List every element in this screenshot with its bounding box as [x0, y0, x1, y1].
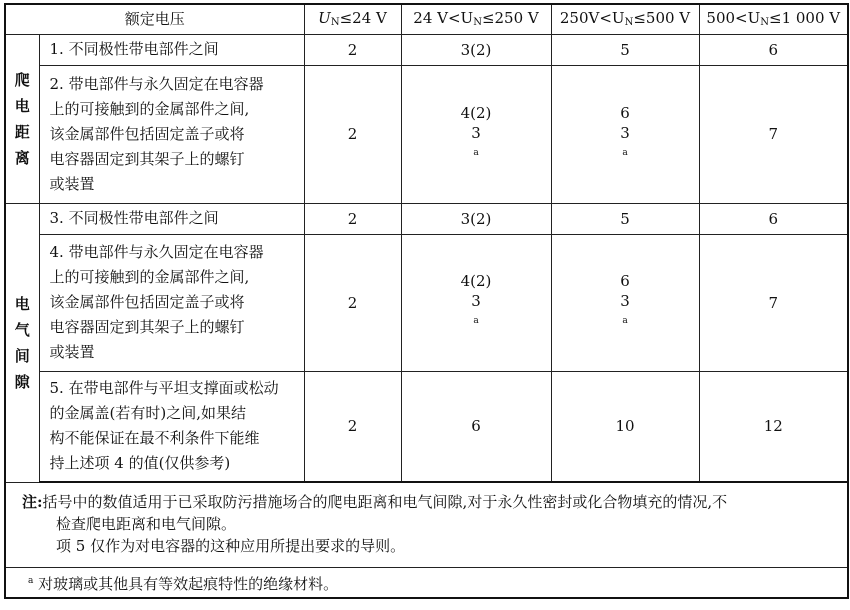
- value-text: 6: [768, 209, 779, 228]
- group-char: 电: [14, 294, 30, 313]
- value-text: 2: [347, 293, 358, 312]
- item-line: 或装置: [49, 174, 95, 193]
- cell-value: [699, 34, 848, 65]
- item-line: 5. 在带电部件与平坦支撑面或松动: [49, 379, 279, 398]
- cell-value: [304, 203, 401, 234]
- value-with-footnote: [402, 123, 551, 166]
- clearance-table: [4, 3, 849, 599]
- footnote-marker: a: [622, 316, 628, 326]
- spec-document: [4, 3, 847, 599]
- footnote-marker: a: [28, 576, 34, 586]
- value-text: 6: [471, 417, 481, 436]
- col4-suffix: ≤1 000 V: [769, 8, 841, 27]
- row-item-2: [39, 65, 304, 203]
- value-text: 3: [620, 123, 630, 142]
- item-line: 4. 带电部件与永久固定在电容器: [49, 243, 264, 261]
- item-line: 或装置: [49, 343, 95, 361]
- table-row: [5, 371, 848, 482]
- value-text: 3: [471, 292, 481, 310]
- table-row: [5, 203, 848, 234]
- group-char: 隙: [14, 372, 30, 391]
- voltage-col-1-header: [304, 4, 401, 34]
- item-line: 该金属部件包括固定盖子或将: [49, 293, 245, 311]
- value-text: 5: [620, 40, 630, 59]
- cell-value: [699, 65, 848, 203]
- col3-prefix: 250V<U: [559, 8, 625, 27]
- col4-sub: N: [760, 16, 769, 28]
- voltage-col-4-header: [699, 4, 848, 34]
- cell-value: [401, 203, 551, 234]
- col2-prefix: 24 V<U: [413, 8, 474, 27]
- col1-suffix: ≤24 V: [339, 8, 387, 27]
- value-text: 5: [620, 209, 630, 228]
- notes-row: [5, 482, 848, 568]
- header-row: [5, 4, 848, 34]
- item-line: 该金属部件包括固定盖子或将: [49, 124, 245, 143]
- cell-value: [551, 371, 699, 482]
- cell-value: [551, 203, 699, 234]
- value-text: 10: [615, 417, 635, 436]
- value-with-footnote: [552, 291, 699, 334]
- creepage-distance-group: [5, 34, 39, 203]
- footnote-cell: [5, 568, 848, 599]
- value-text: 2: [347, 125, 358, 143]
- item-line: 电容器固定到其架子上的螺钉: [49, 318, 245, 336]
- col1-sub: N: [330, 16, 340, 28]
- footnote-marker: a: [622, 147, 628, 158]
- cell-value: [699, 203, 848, 234]
- value-text: 6: [620, 103, 630, 122]
- note-line-2: 检查爬电距离和电气间隙。: [56, 515, 237, 533]
- footnote-marker: a: [473, 147, 479, 158]
- item-line: 构不能保证在最不利条件下能维: [49, 429, 260, 448]
- group-char: 离: [14, 148, 30, 167]
- value-text: 6: [620, 272, 630, 290]
- value-text: 2: [347, 40, 358, 59]
- value-text: 12: [763, 417, 783, 436]
- footnote-text: 对玻璃或其他具有等效起痕特性的绝缘材料。: [38, 575, 339, 593]
- cell-value: [699, 234, 848, 371]
- col2-suffix: ≤250 V: [481, 8, 539, 27]
- group-char: 电: [14, 96, 30, 115]
- cell-value: [551, 234, 699, 371]
- cell-value: [304, 234, 401, 371]
- table-row: [5, 65, 848, 203]
- note-line-1: [22, 491, 835, 513]
- value-text: 7: [768, 293, 779, 312]
- value-text: 4(2): [460, 103, 492, 122]
- group-char: 爬: [14, 70, 30, 89]
- notes-cell: [5, 482, 848, 568]
- value-text: 3(2): [460, 209, 492, 228]
- item-line: 的金属盖(若有时)之间,如果结: [49, 404, 246, 423]
- note-label: 注:: [22, 493, 43, 511]
- note-text: 括号中的数值适用于已采取防污措施场合的爬电距离和电气间隙,对于永久性密封或化合物填充的情况,不: [42, 493, 728, 511]
- col2-sub: N: [473, 16, 482, 28]
- value-with-footnote: [552, 123, 699, 166]
- row-item-4: [39, 234, 304, 371]
- cell-value: [699, 371, 848, 482]
- row-item-1: [39, 34, 304, 65]
- value-text: 2: [347, 209, 358, 228]
- value-text: 6: [768, 40, 779, 59]
- cell-value: [401, 65, 551, 203]
- item-line: 1. 不同极性带电部件之间: [49, 40, 219, 58]
- value-text: 3: [620, 292, 630, 310]
- item-line: 上的可接触到的金属部件之间,: [49, 99, 250, 118]
- cell-value: [401, 371, 551, 482]
- value-text: 2: [347, 417, 358, 436]
- value-text: 3: [471, 123, 481, 142]
- cell-value: [551, 65, 699, 203]
- cell-value: [401, 234, 551, 371]
- col1-prefix: U: [318, 8, 331, 27]
- table-row: [5, 234, 848, 371]
- value-with-footnote: [402, 291, 551, 334]
- item-line: 持上述项 4 的值(仅供参考): [49, 454, 231, 473]
- group-char: 间: [14, 346, 30, 365]
- item-line: 上的可接触到的金属部件之间,: [49, 268, 250, 286]
- group-char: 距: [14, 122, 30, 141]
- cell-value: [304, 371, 401, 482]
- group-char: 气: [14, 320, 30, 339]
- cell-value: [551, 34, 699, 65]
- item-line: 3. 不同极性带电部件之间: [49, 209, 219, 227]
- footnote-marker: a: [473, 316, 479, 326]
- col3-suffix: ≤500 V: [633, 8, 691, 27]
- value-text: 7: [768, 125, 779, 143]
- row-item-3: [39, 203, 304, 234]
- voltage-col-2-header: [401, 4, 551, 34]
- item-line: 电容器固定到其架子上的螺钉: [49, 149, 245, 168]
- value-text: 4(2): [460, 272, 492, 290]
- item-line: 2. 带电部件与永久固定在电容器: [49, 74, 264, 93]
- voltage-col-3-header: [551, 4, 699, 34]
- table-row: [5, 34, 848, 65]
- rated-voltage-label: 额定电压: [124, 9, 185, 28]
- footnote-row: [5, 568, 848, 599]
- cell-value: [304, 34, 401, 65]
- electrical-clearance-group: [5, 203, 39, 482]
- col3-sub: N: [624, 16, 634, 28]
- note-line-3: 项 5 仅作为对电容器的这种应用所提出要求的导则。: [56, 537, 406, 555]
- row-item-5: [39, 371, 304, 482]
- rated-voltage-header: [5, 4, 304, 34]
- cell-value: [304, 65, 401, 203]
- value-text: 3(2): [460, 40, 492, 59]
- col4-prefix: 500<U: [706, 8, 761, 27]
- cell-value: [401, 34, 551, 65]
